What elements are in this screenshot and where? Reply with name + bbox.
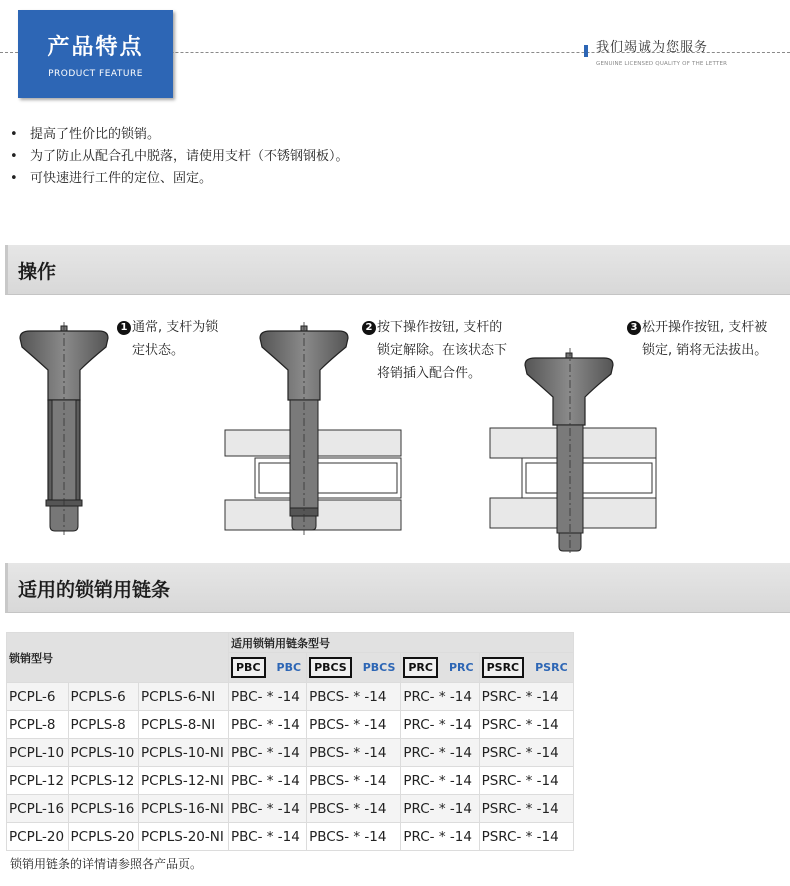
section-header-chain bbox=[5, 563, 790, 613]
table-note: 锁销用链条的详情请参照各产品页。 bbox=[10, 857, 203, 871]
table-cell: PCPL-8 bbox=[7, 711, 69, 739]
table-row bbox=[7, 795, 574, 823]
table-cell: PCPLS-8 bbox=[68, 711, 139, 739]
chain-type-pbcs bbox=[307, 653, 401, 683]
table-row bbox=[7, 683, 574, 711]
step-1-line bbox=[117, 316, 218, 339]
table-cell: PCPLS-16-NI bbox=[139, 795, 229, 823]
step-2-line-3: 将销插入配合件。 bbox=[377, 366, 482, 381]
table-row bbox=[7, 767, 574, 795]
header-marker bbox=[584, 45, 588, 57]
step-1-line-2: 定状态。 bbox=[132, 343, 185, 358]
table-cell: PRC- * -14 bbox=[401, 683, 479, 711]
chain-type-prc bbox=[401, 653, 479, 683]
feature-text: 可快速进行工件的定位、固定。 bbox=[30, 171, 213, 186]
table-row bbox=[7, 823, 574, 851]
table-row bbox=[7, 739, 574, 767]
table-cell: PRC- * -14 bbox=[401, 767, 479, 795]
table-cell: PSRC- * -14 bbox=[479, 711, 573, 739]
step-3-line bbox=[627, 316, 767, 339]
table-cell: PCPLS-10 bbox=[68, 739, 139, 767]
table-cell: PRC- * -14 bbox=[401, 711, 479, 739]
table-cell: PCPLS-20 bbox=[68, 823, 139, 851]
section-header-operation bbox=[5, 245, 790, 295]
chain-type-label: PBCS bbox=[309, 657, 352, 678]
chain-type-label: PRC bbox=[403, 657, 438, 678]
step-3-text bbox=[627, 316, 767, 362]
step-2-line bbox=[362, 316, 507, 339]
step-2-text bbox=[362, 316, 507, 385]
step-number-badge: 3 bbox=[627, 321, 641, 335]
badge-subtitle: PRODUCT FEATURE bbox=[48, 69, 143, 79]
section-title: 操作 bbox=[18, 261, 57, 283]
table-cell: PSRC- * -14 bbox=[479, 795, 573, 823]
table-cell: PBC- * -14 bbox=[229, 823, 307, 851]
table-cell: PCPL-6 bbox=[7, 683, 69, 711]
feature-text: 提高了性价比的锁销。 bbox=[30, 127, 161, 142]
table-cell: PSRC- * -14 bbox=[479, 823, 573, 851]
pin-illustration-1 bbox=[20, 322, 108, 535]
chain-type-label: PBC bbox=[231, 657, 266, 678]
table-cell: PBC- * -14 bbox=[229, 683, 307, 711]
table-cell: PBCS- * -14 bbox=[307, 711, 401, 739]
table-cell: PRC- * -14 bbox=[401, 823, 479, 851]
table-cell: PCPL-10 bbox=[7, 739, 69, 767]
table-cell: PCPLS-10-NI bbox=[139, 739, 229, 767]
step-3-line bbox=[627, 339, 767, 362]
table-cell: PCPL-16 bbox=[7, 795, 69, 823]
step-number-badge: 2 bbox=[362, 321, 376, 335]
table-cell: PBCS- * -14 bbox=[307, 795, 401, 823]
table-cell: PCPLS-12 bbox=[68, 767, 139, 795]
table-cell: PSRC- * -14 bbox=[479, 767, 573, 795]
table-cell: PBCS- * -14 bbox=[307, 683, 401, 711]
step-3-line-1: 松开操作按钮, 支杆被 bbox=[642, 320, 768, 335]
table-cell: PRC- * -14 bbox=[401, 739, 479, 767]
chain-type-label: PSRC bbox=[482, 657, 525, 678]
service-slogan-cn: 我们竭诚为您服务 bbox=[596, 40, 709, 55]
table-cell: PBCS- * -14 bbox=[307, 823, 401, 851]
table-cell: PCPLS-6-NI bbox=[139, 683, 229, 711]
table-cell: PBC- * -14 bbox=[229, 767, 307, 795]
bullet-icon: • bbox=[10, 171, 18, 186]
table-cell: PCPLS-20-NI bbox=[139, 823, 229, 851]
table-cell: PRC- * -14 bbox=[401, 795, 479, 823]
badge-title: 产品特点 bbox=[47, 35, 144, 60]
table-cell: PCPL-12 bbox=[7, 767, 69, 795]
step-1-text bbox=[117, 316, 218, 362]
bullet-icon: • bbox=[10, 149, 18, 164]
chain-type-pbc bbox=[229, 653, 307, 683]
table-cell: PCPLS-6 bbox=[68, 683, 139, 711]
step-2-line-1: 按下操作按钮, 支杆的 bbox=[377, 320, 503, 335]
feature-item bbox=[10, 124, 349, 146]
chain-type-label-blue: PRC bbox=[448, 661, 474, 674]
bullet-icon: • bbox=[10, 127, 18, 142]
table-cell: PCPLS-12-NI bbox=[139, 767, 229, 795]
feature-text: 为了防止从配合孔中脱落，请使用支杆（不锈钢钢板）。 bbox=[30, 149, 349, 164]
table-cell: PSRC- * -14 bbox=[479, 683, 573, 711]
service-slogan-en: GENUINE LICENSED QUALITY OF THE LETTER bbox=[596, 61, 728, 67]
step-3-line-2: 锁定, 销将无法拔出。 bbox=[642, 343, 768, 358]
table-cell: PBC- * -14 bbox=[229, 739, 307, 767]
service-slogan bbox=[596, 36, 727, 67]
step-2-line bbox=[362, 362, 507, 385]
chain-type-psrc bbox=[479, 653, 573, 683]
table-row bbox=[7, 711, 574, 739]
chain-type-label-blue: PSRC bbox=[535, 661, 568, 674]
table-cell: PBC- * -14 bbox=[229, 795, 307, 823]
table-header-row bbox=[7, 633, 574, 653]
step-number-badge: 1 bbox=[117, 321, 131, 335]
chain-table bbox=[6, 632, 574, 851]
group-header-chain-model: 适用锁销用链条型号 bbox=[229, 633, 574, 653]
col-header-pin-model: 锁销型号 bbox=[7, 633, 229, 683]
product-feature-badge bbox=[18, 10, 173, 98]
section-title: 适用的锁销用链条 bbox=[18, 579, 171, 601]
table-cell: PCPLS-16 bbox=[68, 795, 139, 823]
table-cell: PSRC- * -14 bbox=[479, 739, 573, 767]
table-cell: PBCS- * -14 bbox=[307, 767, 401, 795]
step-1-line-1: 通常, 支杆为锁 bbox=[132, 320, 219, 335]
chain-type-label-blue: PBC bbox=[276, 661, 302, 674]
table-cell: PCPL-20 bbox=[7, 823, 69, 851]
table-cell: PBCS- * -14 bbox=[307, 739, 401, 767]
feature-item bbox=[10, 146, 349, 168]
feature-list bbox=[10, 124, 349, 190]
step-2-line-2: 锁定解除。在该状态下 bbox=[377, 343, 508, 358]
step-1-line bbox=[117, 339, 218, 362]
step-2-line bbox=[362, 339, 507, 362]
table-cell: PCPLS-8-NI bbox=[139, 711, 229, 739]
chain-type-label-blue: PBCS bbox=[362, 661, 396, 674]
table-cell: PBC- * -14 bbox=[229, 711, 307, 739]
feature-item bbox=[10, 168, 349, 190]
